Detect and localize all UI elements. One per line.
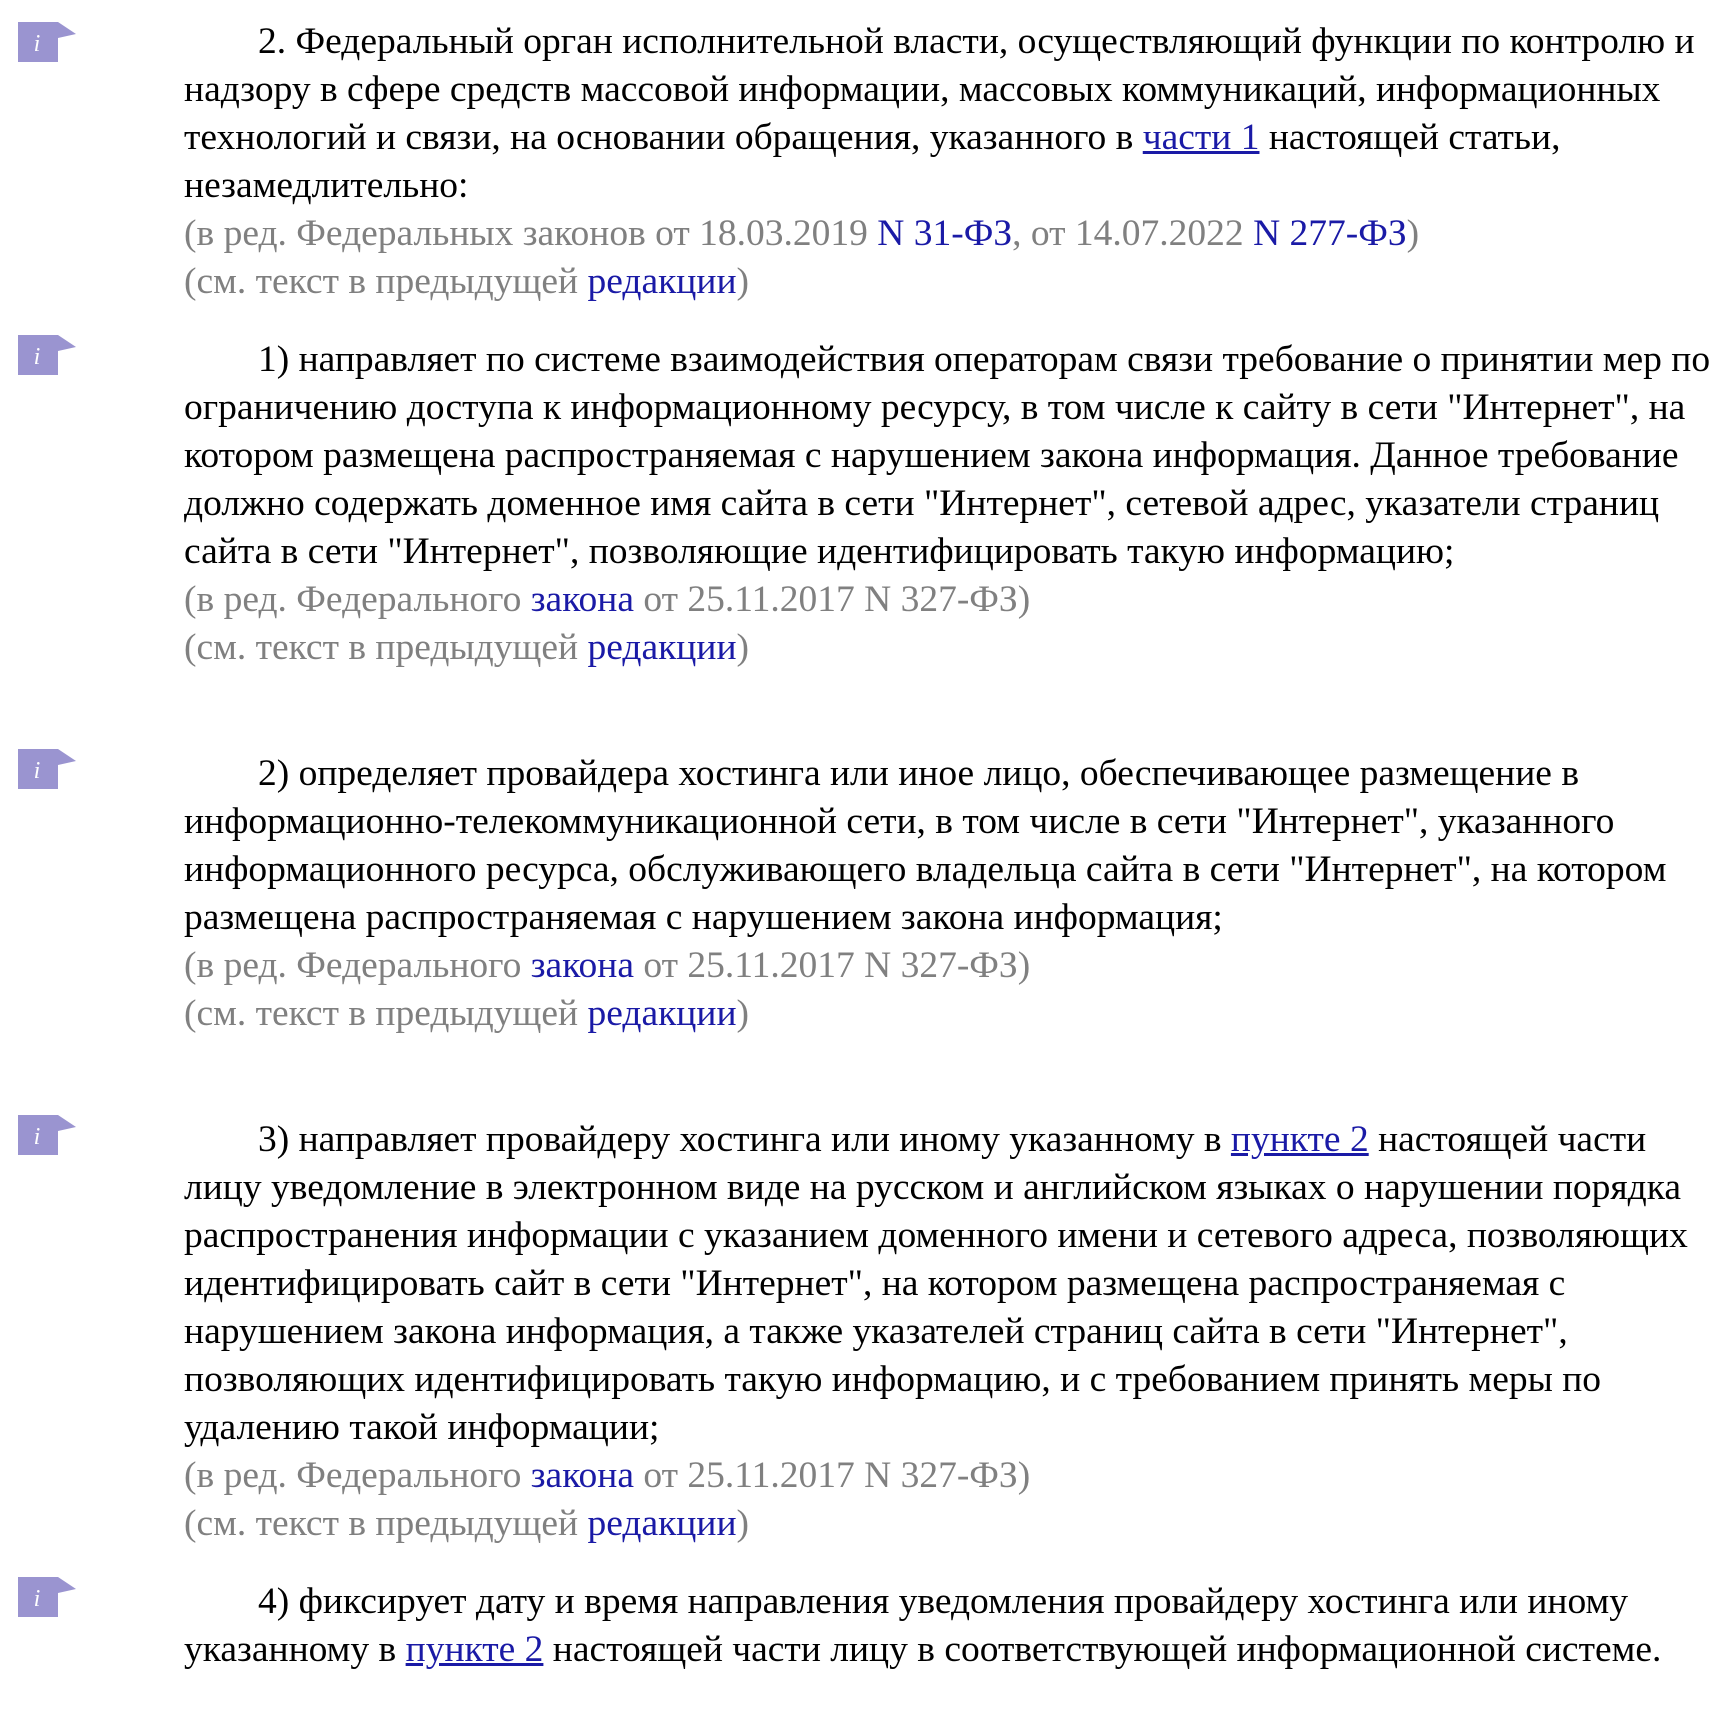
link-law[interactable]: закона bbox=[530, 579, 634, 620]
info-glyph: i bbox=[33, 1124, 41, 1150]
link-previous-edition[interactable]: редакции bbox=[587, 993, 737, 1034]
link-previous-edition[interactable]: редакции bbox=[587, 627, 737, 668]
item-4-body-end: настоящей части лицу в соответствующей информационной системе. bbox=[543, 1629, 1662, 1670]
link-point-2[interactable]: пункте 2 bbox=[1230, 1119, 1369, 1160]
info-bookmark-icon[interactable] bbox=[18, 749, 76, 789]
item-3-body-end: настоящей части лицу уведомление в электронном виде на русском и английском языках о нарушении порядка распространения информации с указанием доменного имени и сетевого адреса, позволяющих идентифицировать сайт в сети "Интернет", на котором размещена распространяемая с нарушением закона информация, а также указателей страниц сайта в сети "Интернет", позволяющих идентифицировать такую информацию, и с требованием принять меры по удалению такой информации; bbox=[184, 1119, 1688, 1448]
amendment-note: (в ред. Федерального закона от 25.11.2017 N 327-ФЗ) bbox=[184, 945, 1031, 986]
link-part-1[interactable]: части 1 bbox=[1142, 117, 1260, 158]
link-law-277fz[interactable]: N 277-ФЗ bbox=[1253, 213, 1407, 254]
info-glyph: i bbox=[33, 344, 41, 370]
item-3-text bbox=[184, 1116, 1714, 1548]
previous-edition-note: (см. текст в предыдущей редакции) bbox=[184, 261, 750, 302]
info-bookmark-icon[interactable] bbox=[18, 1577, 76, 1617]
link-law[interactable]: закона bbox=[530, 1455, 634, 1496]
info-glyph: i bbox=[33, 31, 41, 57]
link-law-31fz[interactable]: N 31-ФЗ bbox=[877, 213, 1013, 254]
item-4-text bbox=[184, 1578, 1714, 1674]
item-1-body: 1) направляет по системе взаимодействия операторам связи требование о принятии мер по ограничению доступа к информационному ресурсу, в том числе к сайту в сети "Интернет", на котором размещена распространяемая с нарушением закона информация. Данное требование должно содержать доменное имя сайта в сети "Интернет", сетевой адрес, указатели страниц сайта в сети "Интернет", позволяющие идентифицировать такую информацию; bbox=[184, 339, 1711, 572]
info-bookmark-icon[interactable] bbox=[18, 335, 76, 375]
link-point-2[interactable]: пункте 2 bbox=[405, 1629, 544, 1670]
paragraph-2-text bbox=[184, 18, 1714, 306]
info-bookmark-icon[interactable] bbox=[18, 22, 76, 62]
paragraph-2-body-end: настоящей статьи, незамедлительно: bbox=[184, 117, 1561, 206]
link-law[interactable]: закона bbox=[530, 945, 634, 986]
amendment-note: (в ред. Федерального закона от 25.11.2017 N 327-ФЗ) bbox=[184, 1455, 1031, 1496]
info-glyph: i bbox=[33, 758, 41, 784]
link-previous-edition[interactable]: редакции bbox=[587, 1503, 737, 1544]
amendment-note: (в ред. Федерального закона от 25.11.2017 N 327-ФЗ) bbox=[184, 579, 1031, 620]
amendment-note: (в ред. Федеральных законов от 18.03.2019 N 31-ФЗ, от 14.07.2022 N 277-ФЗ) bbox=[184, 213, 1420, 254]
item-1-text bbox=[184, 336, 1714, 672]
previous-edition-note: (см. текст в предыдущей редакции) bbox=[184, 993, 750, 1034]
link-previous-edition[interactable]: редакции bbox=[587, 261, 737, 302]
info-glyph: i bbox=[33, 1586, 41, 1612]
paragraph-2-body: 2. Федеральный орган исполнительной власти, осуществляющий функции по контролю и надзору в сфере средств массовой информации, массовых коммуникаций, информационных технологий и связи, на основании обращения, указанного в bbox=[184, 21, 1695, 158]
item-2-body: 2) определяет провайдера хостинга или иное лицо, обеспечивающее размещение в информационно-телекоммуникационной сети, в том числе в сети "Интернет", указанного информационного ресурса, обслуживающего владельца сайта в сети "Интернет", на котором размещена распространяемая с нарушением закона информация; bbox=[184, 753, 1667, 938]
previous-edition-note: (см. текст в предыдущей редакции) bbox=[184, 1503, 750, 1544]
item-3-body: 3) направляет провайдеру хостинга или иному указанному в bbox=[258, 1119, 1231, 1160]
previous-edition-note: (см. текст в предыдущей редакции) bbox=[184, 627, 750, 668]
item-2-text bbox=[184, 750, 1714, 1038]
item-4-body: 4) фиксирует дату и время направления уведомления провайдеру хостинга или иному указанному в bbox=[184, 1581, 1628, 1670]
info-bookmark-icon[interactable] bbox=[18, 1115, 76, 1155]
